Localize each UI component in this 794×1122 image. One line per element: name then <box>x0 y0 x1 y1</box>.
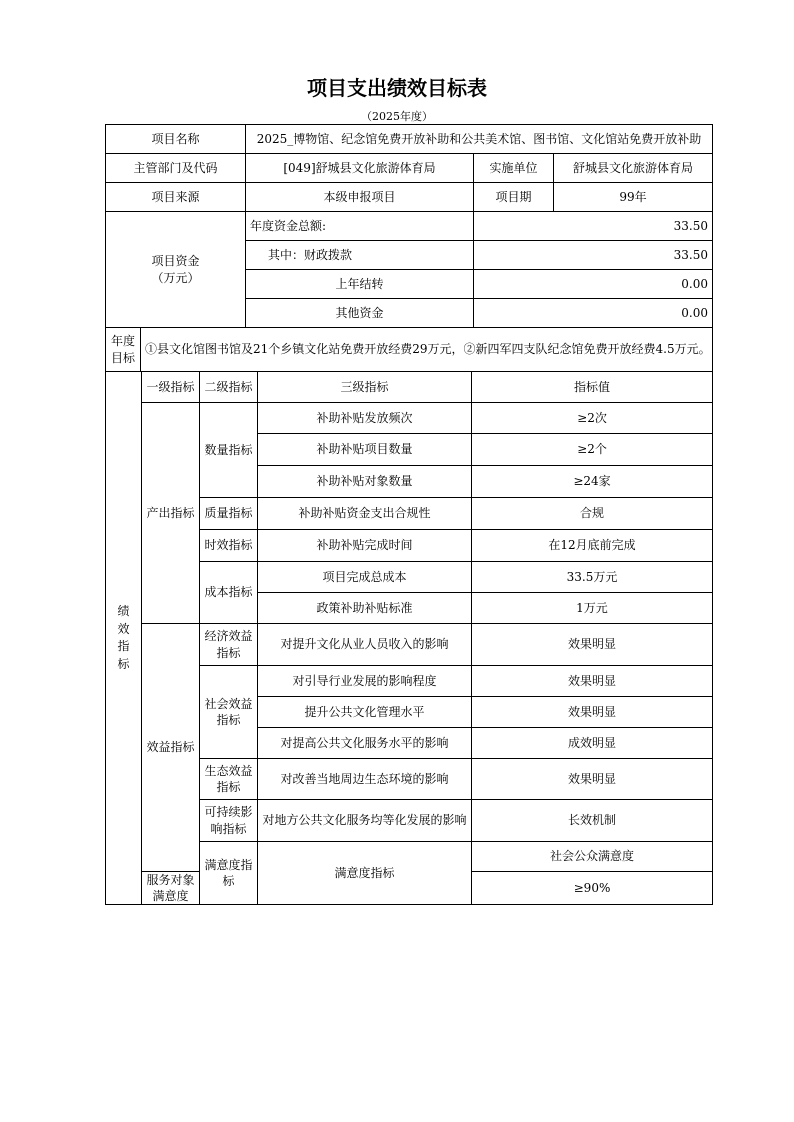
indicator-name: 服务对象满意度 <box>142 872 200 905</box>
project-name-value: 2025_博物馆、纪念馆免费开放补助和公共美术馆、图书馆、文化馆站免费开放补助 <box>246 125 713 154</box>
side-char: 指 <box>117 639 130 654</box>
funds-row-value: 0.00 <box>474 270 713 299</box>
cost-indicator-label: 成本指标 <box>200 562 258 624</box>
funds-row-label: 年度资金总额: <box>246 212 474 241</box>
indicator-value: 效果明显 <box>472 759 713 800</box>
funds-row-label: 其他资金 <box>246 299 474 328</box>
indicator-value: 在12月底前完成 <box>472 530 713 562</box>
project-period-value: 99年 <box>554 183 713 212</box>
indicator-name: 补助补贴发放频次 <box>258 403 472 434</box>
indicator-name: 项目完成总成本 <box>258 562 472 593</box>
page-title: 项目支出绩效目标表 <box>307 76 487 100</box>
annual-goal-label <box>106 328 141 372</box>
funds-row-value: 0.00 <box>474 299 713 328</box>
sustainable-impact-label: 可持续影响指标 <box>200 800 258 842</box>
header-value: 指标值 <box>472 372 713 403</box>
funds-row-value: 33.50 <box>474 241 713 270</box>
indicator-value: ≥2次 <box>472 403 713 434</box>
ecological-benefit-label: 生态效益指标 <box>200 759 258 800</box>
satisfaction-level1-label: 满意度指标 <box>200 842 258 905</box>
indicator-name: 补助补贴完成时间 <box>258 530 472 562</box>
impl-unit-label: 实施单位 <box>474 154 554 183</box>
indicator-name: 对引导行业发展的影响程度 <box>258 666 472 697</box>
indicator-value: ≥2个 <box>472 434 713 466</box>
indicator-value: 效果明显 <box>472 666 713 697</box>
indicator-value: 效果明显 <box>472 624 713 666</box>
funds-label <box>106 212 246 328</box>
indicator-value: 效果明显 <box>472 697 713 728</box>
funds-row-label: 上年结转 <box>246 270 474 299</box>
impl-unit-value: 舒城县文化旅游体育局 <box>554 154 713 183</box>
dept-value: [049]舒城县文化旅游体育局 <box>246 154 474 183</box>
benefit-indicator-label: 效益指标 <box>142 624 200 872</box>
header-level3: 三级指标 <box>258 372 472 403</box>
funds-row-value: 33.50 <box>474 212 713 241</box>
project-name-label: 项目名称 <box>106 125 246 154</box>
indicator-value: 合规 <box>472 498 713 530</box>
side-char: 标 <box>117 656 130 671</box>
indicator-name: 对改善当地周边生态环境的影响 <box>258 759 472 800</box>
indicator-name: 对提高公共文化服务水平的影响 <box>258 728 472 759</box>
annual-goal-text: ①县文化馆图书馆及21个乡镇文化站免费开放经费29万元，②新四军四支队纪念馆免费开放经费4.5万元。 <box>141 328 713 372</box>
performance-table <box>105 371 713 905</box>
dept-label: 主管部门及代码 <box>106 154 246 183</box>
indicator-name: 社会公众满意度 <box>472 842 713 872</box>
project-info-table <box>105 124 713 212</box>
indicator-value: 1万元 <box>472 593 713 624</box>
project-period-label: 项目期 <box>474 183 554 212</box>
indicator-value: 成效明显 <box>472 728 713 759</box>
annual-goal-label-line1: 年度 <box>110 334 135 349</box>
indicator-name: 补助补贴项目数量 <box>258 434 472 466</box>
satisfaction-level2-label: 满意度指标 <box>258 842 472 905</box>
side-char: 效 <box>117 621 130 636</box>
side-char: 绩 <box>117 604 130 619</box>
annual-goal-label-line2: 目标 <box>110 350 135 365</box>
project-source-label: 项目来源 <box>106 183 246 212</box>
annual-goal-table <box>105 327 713 372</box>
performance-side-label <box>106 372 142 905</box>
header-level2: 二级指标 <box>200 372 258 403</box>
year-label: （2025年度） <box>361 110 433 123</box>
indicator-value: 长效机制 <box>472 800 713 842</box>
indicator-name: 提升公共文化管理水平 <box>258 697 472 728</box>
timeliness-indicator-label: 时效指标 <box>200 530 258 562</box>
quality-indicator-label: 质量指标 <box>200 498 258 530</box>
funds-label-line2: （万元） <box>151 270 200 285</box>
header-level1: 一级指标 <box>142 372 200 403</box>
project-source-value: 本级申报项目 <box>246 183 474 212</box>
indicator-name: 政策补助补贴标准 <box>258 593 472 624</box>
output-indicator-label: 产出指标 <box>142 403 200 624</box>
funds-label-line1: 项目资金 <box>151 254 200 269</box>
indicator-value: 33.5万元 <box>472 562 713 593</box>
indicator-value: ≥90% <box>472 872 713 905</box>
quantity-indicator-label: 数量指标 <box>200 403 258 498</box>
economic-benefit-label: 经济效益指标 <box>200 624 258 666</box>
indicator-name: 补助补贴资金支出合规性 <box>258 498 472 530</box>
indicator-name: 补助补贴对象数量 <box>258 466 472 498</box>
project-funds-table <box>105 211 713 328</box>
indicator-name: 对地方公共文化服务均等化发展的影响 <box>258 800 472 842</box>
funds-row-label: 其中：财政拨款 <box>246 241 474 270</box>
social-benefit-label: 社会效益指标 <box>200 666 258 759</box>
indicator-name: 对提升文化从业人员收入的影响 <box>258 624 472 666</box>
indicator-value: ≥24家 <box>472 466 713 498</box>
